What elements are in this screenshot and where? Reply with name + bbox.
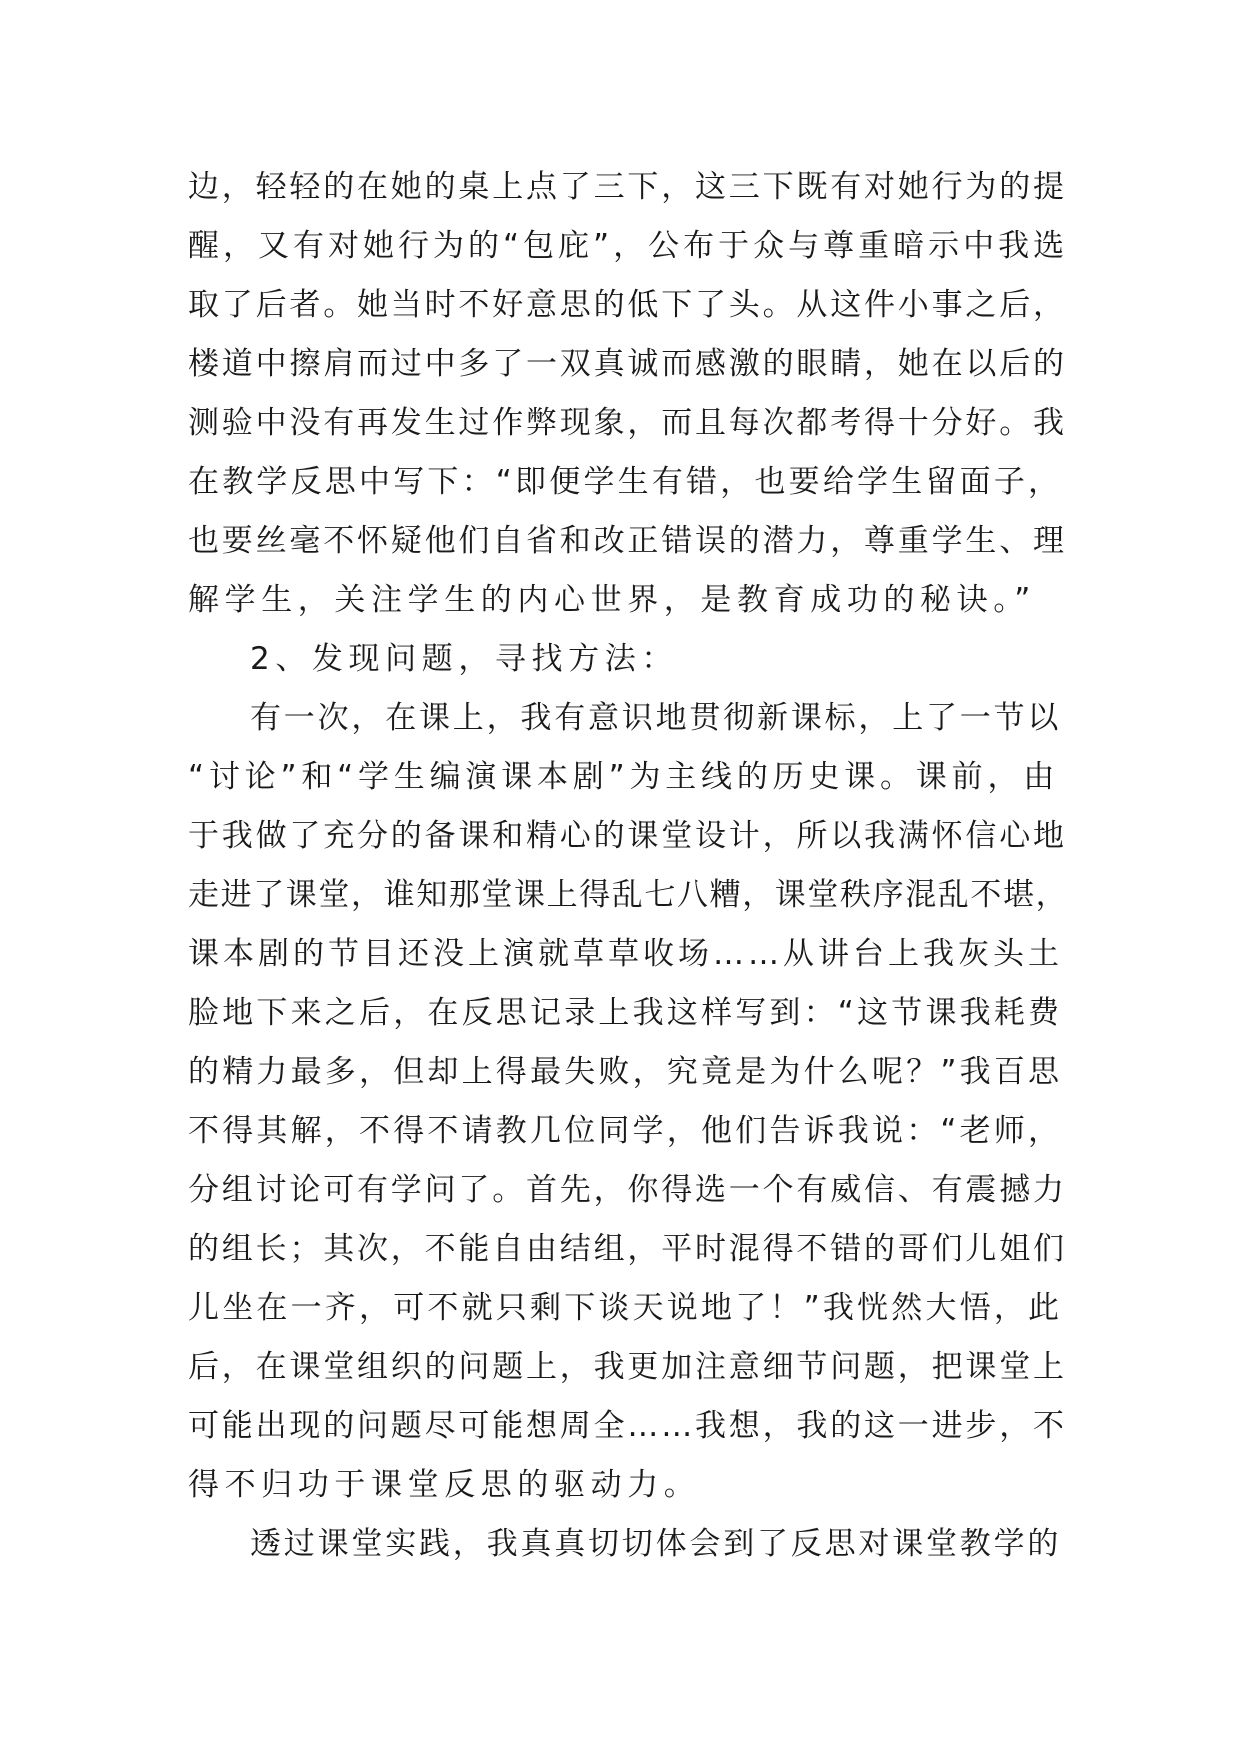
text-line: “讨论”和“学生编演课本剧”为主线的历史课。课前，由 — [188, 759, 1060, 795]
text-line: 不得其解，不得不请教几位同学，他们告诉我说：“老师， — [188, 1113, 1063, 1149]
text-line: 有一次，在课上，我有意识地贯彻新课标，上了一节以 — [250, 700, 1062, 736]
text-line: 于我做了充分的备课和精心的课堂设计，所以我满怀信心地 — [188, 818, 1067, 854]
text-line: 边，轻轻的在她的桌上点了三下，这三下既有对她行为的提 — [188, 169, 1067, 205]
text-line: 可能出现的问题尽可能想周全……我想，我的这一进步，不 — [188, 1408, 1067, 1444]
text-line: 走进了课堂，谁知那堂课上得乱七八糟，课堂秩序混乱不堪， — [188, 877, 1069, 913]
text-line: 的组长；其次，不能自由结组，平时混得不错的哥们儿姐们 — [188, 1231, 1067, 1267]
body-text — [188, 158, 1068, 1574]
text-line: 楼道中擦肩而过中多了一双真诚而感激的眼睛，她在以后的 — [188, 346, 1067, 382]
text-line: 得不归功于课堂反思的驱动力。 — [188, 1467, 701, 1503]
text-line: 醒，又有对她行为的“包庇”，公布于众与尊重暗示中我选 — [188, 228, 1069, 264]
text-line: 也要丝毫不怀疑他们自省和改正错误的潜力，尊重学生、理 — [188, 523, 1067, 559]
text-line: 测验中没有再发生过作弊现象，而且每次都考得十分好。我 — [188, 405, 1067, 441]
text-line: 儿坐在一齐，可不就只剩下谈天说地了！”我恍然大悟，此 — [188, 1290, 1063, 1326]
text-line: 分组讨论可有学问了。首先，你得选一个有威信、有震撼力 — [188, 1172, 1067, 1208]
text-line: 课本剧的节目还没上演就草草收场……从讲台上我灰头土 — [188, 936, 1063, 972]
text-line: 取了后者。她当时不好意思的低下了头。从这件小事之后， — [188, 287, 1067, 323]
text-line: 后，在课堂组织的问题上，我更加注意细节问题，把课堂上 — [188, 1349, 1067, 1385]
text-line: 的精力最多，但却上得最失败，究竟是为什么呢？”我百思 — [188, 1054, 1063, 1090]
text-line: 脸地下来之后，在反思记录上我这样写到：“这节课我耗费 — [188, 995, 1063, 1031]
text-line: 透过课堂实践，我真真切切体会到了反思对课堂教学的 — [250, 1526, 1062, 1562]
text-line: 解学生，关注学生的内心世界，是教育成功的秘诀。” — [188, 582, 1036, 618]
text-line: 2、发现问题，寻找方法： — [250, 641, 678, 677]
text-line: 在教学反思中写下：“即便学生有错，也要给学生留面子， — [188, 464, 1063, 500]
